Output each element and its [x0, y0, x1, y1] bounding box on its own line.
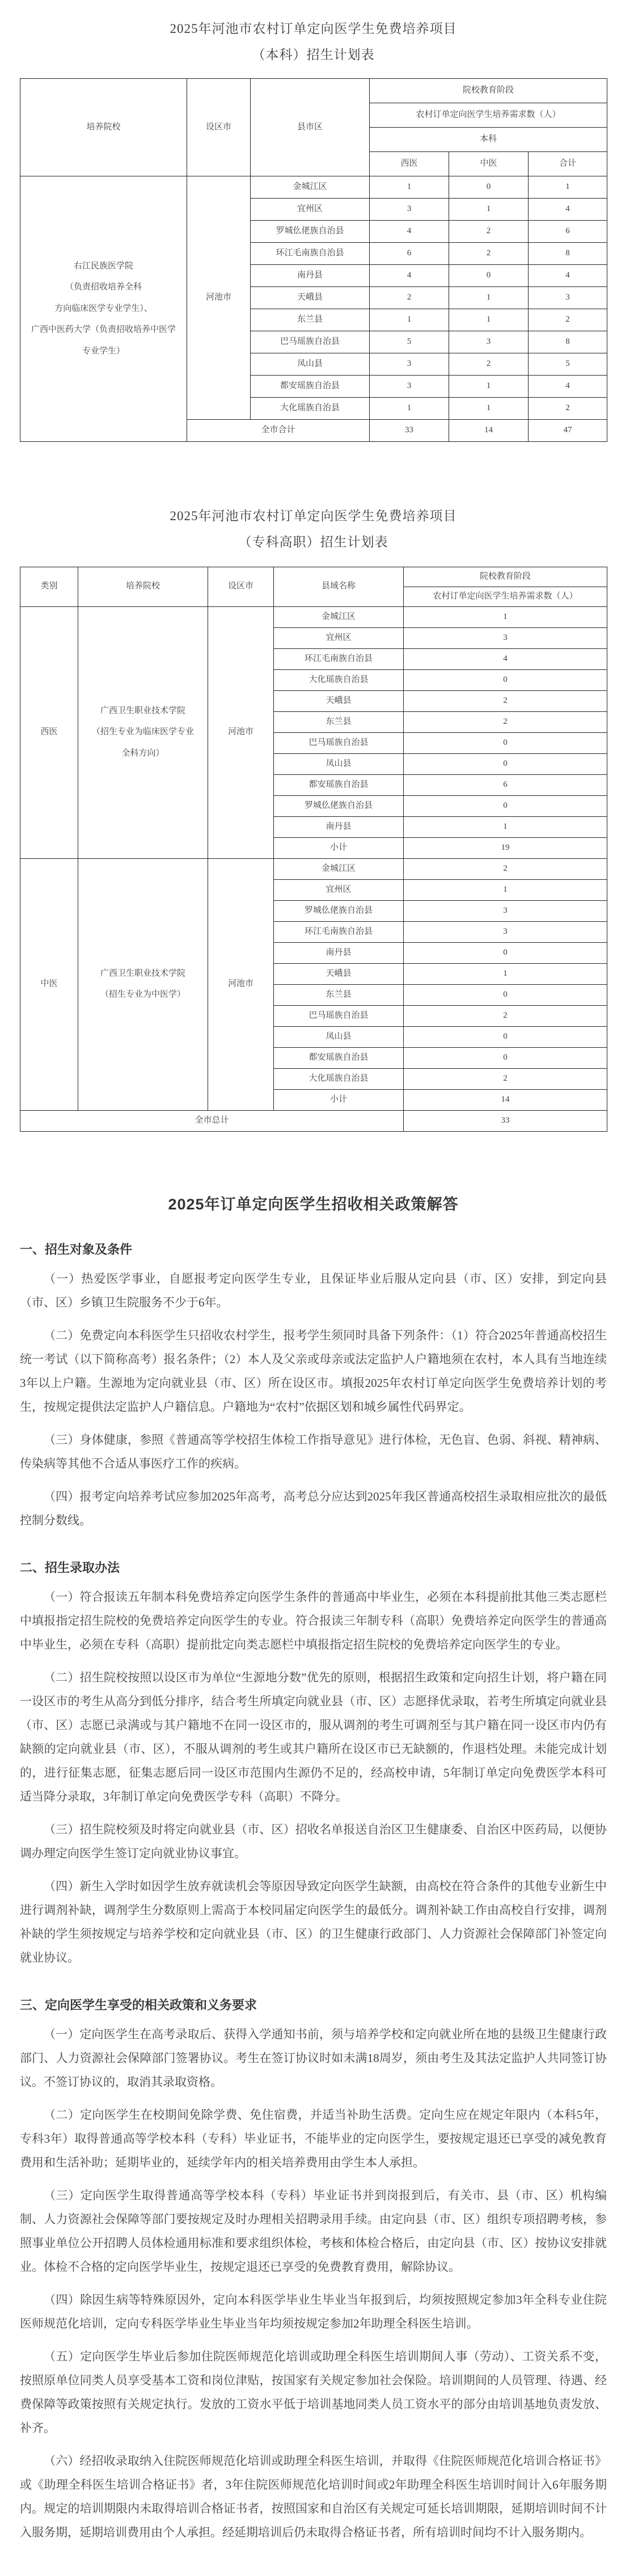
policy-paragraph: （六）经招收录取纳入住院医师规范化培训或助理全科医生培训，并取得《住院医师规范化培训合格证书》或《助理全科医生培训合格证书》者，3年住院医师规范化培训时间或2年助理全科医生培训时间计入6年服务期内。规定的培训期限内未取得培训合格证书者，按照国家和自治区有关规定可延长培训期限，延期培训时间不计入服务期，延期培训费用由个人承担。经延期培训后仍未取得合格证书者，所有培训时间均不计入服务期内。 — [20, 2453, 607, 2539]
header-tcm: 中医 — [449, 151, 529, 176]
table2-title-line2: （专科高职）招生计划表 — [238, 534, 388, 549]
citywide-total-value: 33 — [404, 1110, 607, 1131]
table-row — [20, 176, 607, 198]
county-cell: 大化瑶族自治县 — [274, 669, 404, 690]
policy-title: 2025年订单定向医学生招收相关政策解答 — [168, 1195, 459, 1213]
total-value: 6 — [529, 220, 607, 242]
header-total: 合计 — [529, 151, 607, 176]
benke-plan-table — [20, 78, 607, 442]
school-line: 全科方向） — [121, 748, 164, 758]
county-cell: 大化瑶族自治县 — [251, 397, 370, 419]
school-cell — [20, 176, 187, 441]
county-cell: 南丹县 — [274, 816, 404, 837]
policy-paragraph: （二）免费定向本科医学生只招收农村学生，报考学生须同时具备下列条件：（1）符合2025年普通高校招生统一考试（以下简称高考）报名条件；（2）本人及父亲或母亲或法定监护人户籍地须在农村，本人具有当地连续3年以上户籍。生源地为定向就业县（市、区）所在设区市。填报2025年农村订单定向医学生免费培养计划的考生，按规定提供法定监护人户籍信息。户籍地为“农村”依据区划和城乡属性代码界定。 — [20, 1328, 607, 1414]
county-cell: 南丹县 — [274, 942, 404, 963]
policy-paragraph: （一）热爱医学事业，自愿报考定向医学生专业，且保证毕业后服从定向县（市、区）安排，到定向县（市、区）乡镇卫生院服务不少于6年。 — [20, 1271, 607, 1309]
total-value: 2 — [529, 309, 607, 331]
header-city: 设区市 — [208, 567, 274, 606]
county-cell: 罗城仫佬族自治县 — [274, 900, 404, 921]
tcm-value: 2 — [449, 242, 529, 264]
subtotal-value: 19 — [404, 837, 607, 858]
subtotal-value: 14 — [404, 1089, 607, 1110]
county-cell: 东兰县 — [251, 309, 370, 331]
west-value: 5 — [370, 331, 449, 353]
county-cell: 罗城仫佬族自治县 — [251, 220, 370, 242]
header-demand: 农村订单定向医学生培养需求数（人） — [370, 103, 607, 127]
west-value: 1 — [370, 309, 449, 331]
category-cell: 西医 — [20, 606, 78, 858]
tcm-value: 3 — [449, 331, 529, 353]
demand-value: 2 — [404, 711, 607, 732]
demand-value: 6 — [404, 774, 607, 795]
header-stage: 院校教育阶段 — [404, 567, 607, 587]
demand-value: 0 — [404, 753, 607, 774]
county-cell: 都安瑶族自治县 — [251, 375, 370, 397]
header-level: 本科 — [370, 127, 607, 151]
tcm-value: 1 — [449, 375, 529, 397]
section-heading-3: 三、定向医学生享受的相关政策和义务要求 — [20, 1997, 257, 2012]
total-value: 3 — [529, 286, 607, 309]
county-cell: 大化瑶族自治县 — [274, 1068, 404, 1089]
demand-value: 1 — [404, 816, 607, 837]
tcm-value: 2 — [449, 220, 529, 242]
demand-value: 4 — [404, 648, 607, 669]
west-value: 3 — [370, 198, 449, 220]
header-demand: 农村订单定向医学生培养需求数（人） — [404, 587, 607, 606]
county-cell: 罗城仫佬族自治县 — [274, 795, 404, 816]
table1-title-line1: 2025年河池市农村订单定向医学生免费培养项目 — [170, 22, 457, 36]
county-cell: 金城江区 — [251, 176, 370, 198]
header-city: 设区市 — [187, 78, 251, 176]
county-cell: 环江毛南族自治县 — [251, 242, 370, 264]
school-cell — [78, 606, 208, 858]
tcm-value: 1 — [449, 286, 529, 309]
county-cell: 巴马瑶族自治县 — [274, 732, 404, 753]
school-line: 右江民族医学院 — [73, 261, 133, 271]
demand-value: 2 — [404, 1068, 607, 1089]
category-cell: 中医 — [20, 858, 78, 1110]
demand-value: 3 — [404, 900, 607, 921]
west-total: 33 — [370, 419, 449, 441]
county-cell: 宜州区 — [274, 627, 404, 648]
policy-paragraph: （四）报考定向培养考试应参加2025年高考，高考总分应达到2025年我区普通高校招生录取相应批次的最低控制分数线。 — [20, 1489, 607, 1527]
total-value: 4 — [529, 264, 607, 286]
policy-paragraph: （二）招生院校按照以设区市为单位“生源地分数”优先的原则，根据招生政策和定向招生计划，将户籍在同一设区市的考生从高分到低分排序，结合考生所填定向就业县（市、区）志愿择优录取，若考生所填定向就业县（市、区）志愿已录满或与其户籍地不在同一设区市的，服从调剂的考生可调剂至与其户籍在同一设区市内仍有缺额的定向就业县（市、区），不服从调剂的考生或其户籍所在设区市已无缺额的，作退档处理。未能完成计划的，进行征集志愿，征集志愿后同一设区市范围内生源仍不足的，经高校申请，5年制订单定向免费医学本科可适当降分录取，3年制订单定向免费医学专科（高职）不降分。 — [20, 1670, 607, 1803]
section-heading-1: 一、招生对象及条件 — [20, 1242, 133, 1257]
demand-value: 2 — [404, 1005, 607, 1026]
city-cell: 河池市 — [208, 858, 274, 1110]
county-cell: 东兰县 — [274, 711, 404, 732]
county-cell: 都安瑶族自治县 — [274, 774, 404, 795]
school-line: 广西卫生职业技术学院 — [100, 968, 185, 978]
table1-title-line2: （本科）招生计划表 — [252, 47, 375, 62]
county-cell: 东兰县 — [274, 984, 404, 1005]
demand-value: 0 — [404, 942, 607, 963]
table-header-row — [20, 567, 607, 587]
table-row — [20, 606, 607, 627]
subtotal-label: 小计 — [274, 837, 404, 858]
table2-title — [20, 508, 607, 551]
total-value: 5 — [529, 353, 607, 375]
county-cell: 天峨县 — [274, 963, 404, 984]
school-cell — [78, 858, 208, 1110]
demand-value: 0 — [404, 795, 607, 816]
west-value: 2 — [370, 286, 449, 309]
west-value: 3 — [370, 353, 449, 375]
city-cell: 河池市 — [208, 606, 274, 858]
header-west: 西医 — [370, 151, 449, 176]
demand-value: 3 — [404, 627, 607, 648]
county-cell: 凤山县 — [274, 1026, 404, 1047]
west-value: 1 — [370, 176, 449, 198]
policy-paragraph: （四）新生入学时如因学生放弃就读机会等原因导致定向医学生缺额，由高校在符合条件的其他专业新生中进行调剂补缺，调剂学生分数原则上需高于本校同届定向医学生的最低分。调剂补缺工作由高校自行安排，调剂补缺的学生须按规定与培养学校和定向就业县（市、区）的卫生健康行政部门、人力资源社会保障部门补签定向就业协议。 — [20, 1879, 607, 1964]
tcm-value: 1 — [449, 309, 529, 331]
demand-value: 0 — [404, 984, 607, 1005]
school-line: 广西中医药大学（负责招收培养中医学 — [31, 325, 176, 335]
demand-value: 0 — [404, 1047, 607, 1068]
policy-paragraph: （一）符合报读五年制本科免费培养定向医学生条件的普通高中毕业生，必须在本科提前批其他三类志愿栏中填报指定招生院校的免费培养定向医学生的专业。符合报读三年制专科（高职）免费培养定向医学生的普通高中毕业生，必须在专科（高职）提前批定向类志愿栏中填报指定招生院校的免费培养定向医学生的专业。 — [20, 1590, 607, 1651]
header-school: 培养院校 — [20, 78, 187, 176]
citywide-total-label: 全市合计 — [187, 419, 370, 441]
demand-value: 3 — [404, 921, 607, 942]
policy-paragraph: （四）除因生病等特殊原因外，定向本科医学毕业生毕业当年报到后，均须按照规定参加3年全科专业住院医师规范化培训，定向专科医学毕业生毕业当年均须按规定参加2年助理全科医生培训。 — [20, 2292, 607, 2330]
demand-value: 1 — [404, 963, 607, 984]
demand-value: 2 — [404, 858, 607, 879]
school-line: 广西卫生职业技术学院 — [100, 706, 185, 715]
citywide-total-label: 全市总计 — [20, 1110, 404, 1131]
policy-paragraph: （三）招生院校须及时将定向就业县（市、区）招收名单报送自治区卫生健康委、自治区中医药局，以便协调办理定向医学生签订定向就业协议事宜。 — [20, 1822, 607, 1860]
demand-value: 1 — [404, 606, 607, 627]
demand-value: 0 — [404, 669, 607, 690]
demand-value: 0 — [404, 732, 607, 753]
total-value: 1 — [529, 176, 607, 198]
school-line: 专业学生） — [82, 346, 125, 356]
header-school: 培养院校 — [78, 567, 208, 606]
policy-paragraph: （一）定向医学生在高考录取后、获得入学通知书前，须与培养学校和定向就业所在地的县级卫生健康行政部门、人力资源社会保障部门签署协议。考生在签订协议时如未满18周岁，须由考生及其法定监护人共同签订协议。不签订协议的，取消其录取资格。 — [20, 2027, 607, 2089]
west-value: 1 — [370, 397, 449, 419]
total-value: 4 — [529, 198, 607, 220]
county-cell: 宜州区 — [274, 879, 404, 900]
total-value: 8 — [529, 331, 607, 353]
header-category: 类别 — [20, 567, 78, 606]
county-cell: 巴马瑶族自治县 — [251, 331, 370, 353]
tcm-value: 1 — [449, 198, 529, 220]
total-value: 4 — [529, 375, 607, 397]
table-row — [20, 858, 607, 879]
county-cell: 都安瑶族自治县 — [274, 1047, 404, 1068]
tcm-value: 2 — [449, 353, 529, 375]
county-cell: 金城江区 — [274, 606, 404, 627]
section-heading-2: 二、招生录取办法 — [20, 1560, 120, 1575]
west-value: 4 — [370, 220, 449, 242]
county-cell: 天峨县 — [251, 286, 370, 309]
policy-paragraph: （五）定向医学生毕业后参加住院医师规范化培训或助理全科医生培训期间人事（劳动）、工资关系不变，按照原单位同类人员享受基本工资和岗位津贴，按国家有关规定参加社会保险。培训期间的人员管理、待遇、经费保障等政策按照有关规定执行。发放的工资水平低于培训基地同类人员工资水平的部分由培训基地负责发放、补齐。 — [20, 2349, 607, 2435]
demand-value: 0 — [404, 1026, 607, 1047]
tcm-value: 0 — [449, 264, 529, 286]
county-cell: 凤山县 — [251, 353, 370, 375]
grand-total: 47 — [529, 419, 607, 441]
total-value: 8 — [529, 242, 607, 264]
school-line: （招生专业为临床医学专业 — [91, 727, 194, 737]
west-value: 6 — [370, 242, 449, 264]
policy-section — [20, 1192, 607, 2544]
county-cell: 南丹县 — [251, 264, 370, 286]
west-value: 3 — [370, 375, 449, 397]
tcm-value: 0 — [449, 176, 529, 198]
zhuanke-plan-table — [20, 567, 607, 1132]
west-value: 4 — [370, 264, 449, 286]
header-county: 县域名称 — [274, 567, 404, 606]
table2-title-line1: 2025年河池市农村订单定向医学生免费培养项目 — [170, 508, 457, 523]
school-line: 方向临床医学专业学生）、 — [54, 303, 153, 313]
policy-paragraph: （二）定向医学生在校期间免除学费、免住宿费，并适当补助生活费。定向生应在规定年限内（本科5年，专科3年）取得普通高等学校本科（专科）毕业证书，不能毕业的定向医学生，要按规定退还已享受的减免教育费用和生活补助；延期毕业的，延续学年内的相关培养费用由学生本人承担。 — [20, 2107, 607, 2169]
city-cell: 河池市 — [187, 176, 251, 419]
county-cell: 宜州区 — [251, 198, 370, 220]
policy-paragraph: （三）身体健康，参照《普通高等学校招生体检工作指导意见》进行体检，无色盲、色弱、斜视、精神病、传染病等其他不合适从事医疗工作的疾病。 — [20, 1432, 607, 1470]
table-header-row — [20, 78, 607, 103]
county-cell: 凤山县 — [274, 753, 404, 774]
subtotal-label: 小计 — [274, 1089, 404, 1110]
total-value: 2 — [529, 397, 607, 419]
county-cell: 环江毛南族自治县 — [274, 648, 404, 669]
county-cell: 天峨县 — [274, 690, 404, 711]
table1-title — [20, 0, 607, 64]
demand-value: 1 — [404, 879, 607, 900]
policy-paragraph: （三）定向医学生取得普通高等学校本科（专科）毕业证书并到岗报到后，有关市、县（市、区）机构编制、人力资源社会保障等部门要按规定及时办理相关招聘录用手续。由定向县（市、区）组织专项招聘考核，参照事业单位公开招聘人员体检通用标准和要求组织体检，考核和体检合格后，由定向县（市、区）按协议安排就业。体检不合格的定向医学毕业生，按规定退还已享受的免费教育费用，解除协议。 — [20, 2188, 607, 2274]
school-line: （招生专业为中医学） — [100, 990, 185, 1000]
tcm-value: 1 — [449, 397, 529, 419]
header-county: 县市区 — [251, 78, 370, 176]
school-line: （负责招收培养全科 — [65, 283, 142, 292]
demand-value: 2 — [404, 690, 607, 711]
county-cell: 巴马瑶族自治县 — [274, 1005, 404, 1026]
header-stage: 院校教育阶段 — [370, 78, 607, 103]
county-cell: 金城江区 — [274, 858, 404, 879]
table-total-row — [20, 1110, 607, 1131]
tcm-total: 14 — [449, 419, 529, 441]
county-cell: 环江毛南族自治县 — [274, 921, 404, 942]
